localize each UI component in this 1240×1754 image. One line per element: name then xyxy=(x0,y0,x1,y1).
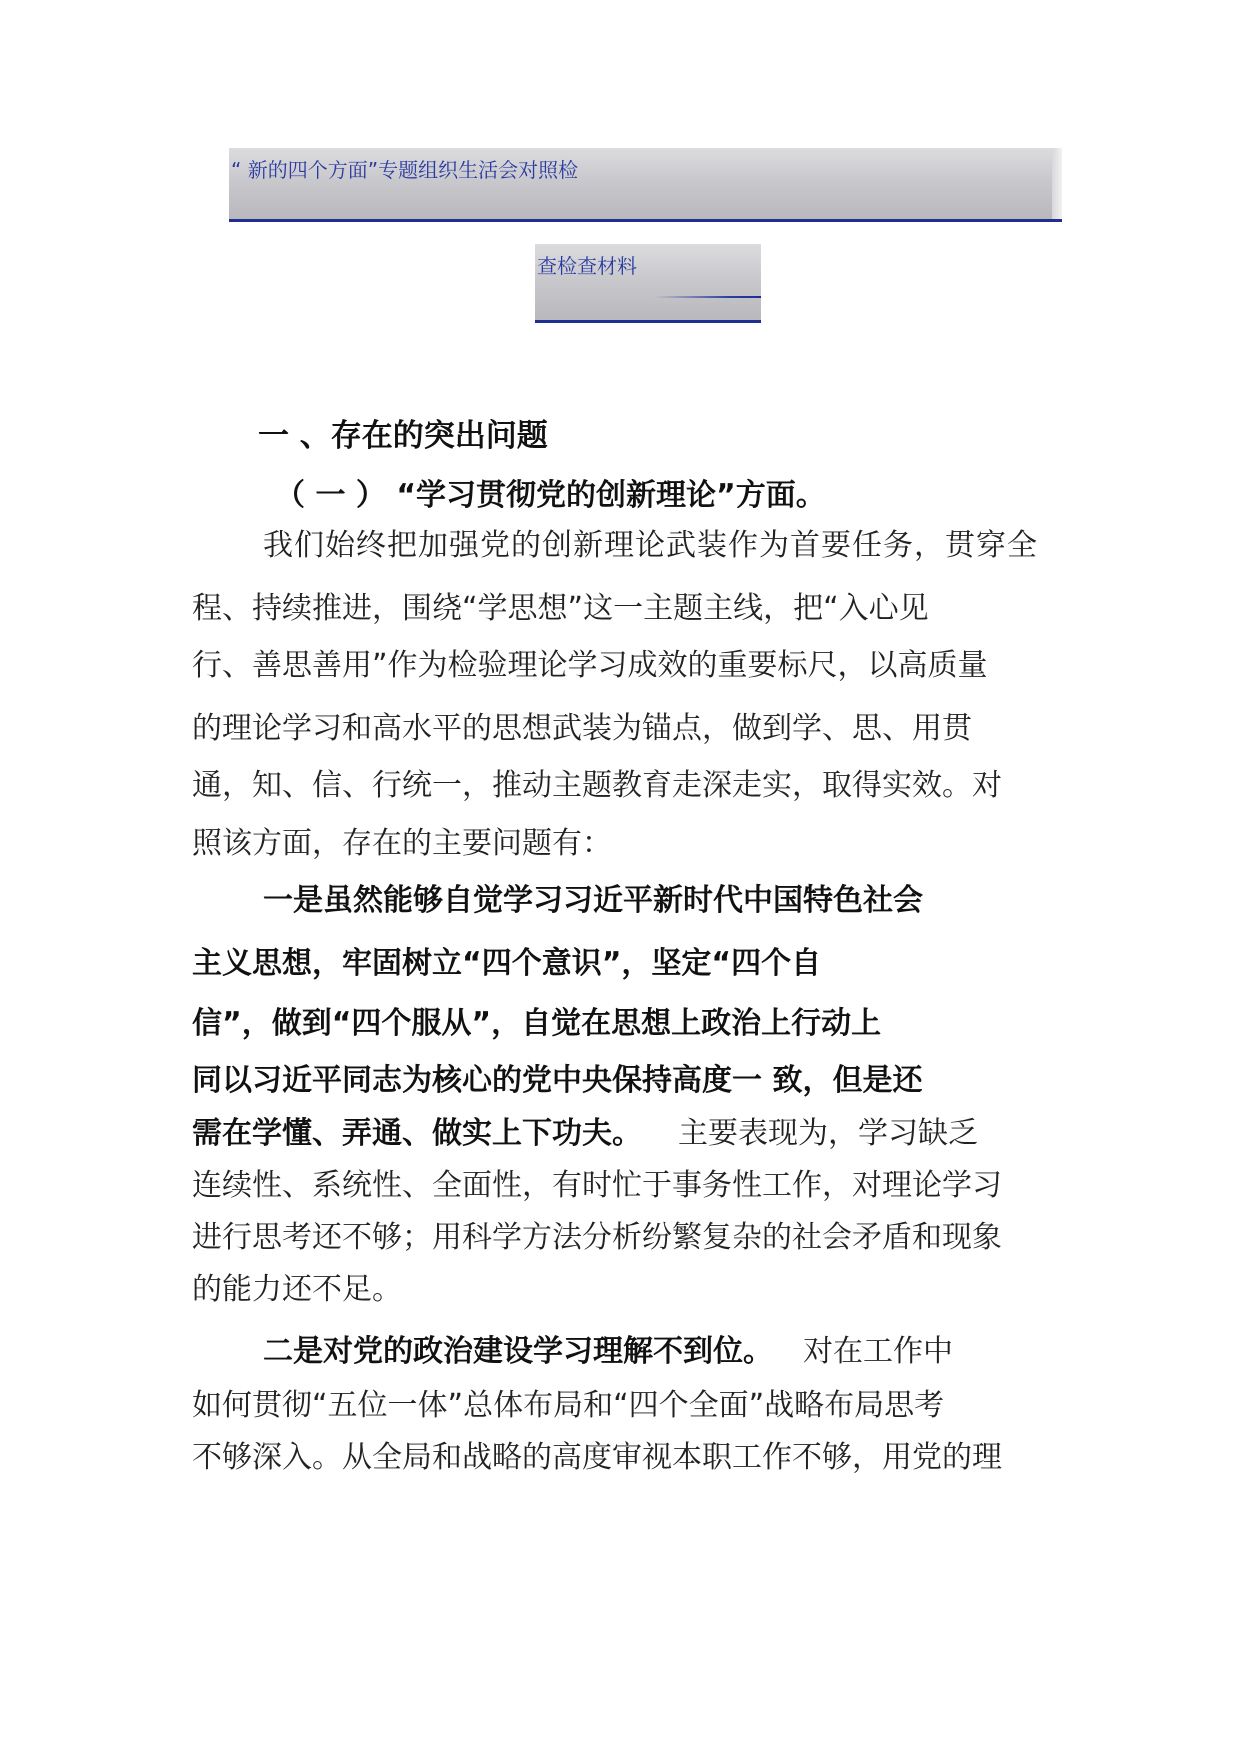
banner-streak xyxy=(655,296,761,298)
para1-line: 程、持续推进，围绕“学思想”这一主题主线，把“入心见 xyxy=(192,591,929,626)
point1-bold-line: 主义思想，牢固树立“四个意识”，坚定“四个自 xyxy=(192,946,822,981)
point2-mixed-line xyxy=(263,1326,953,1370)
point2-tail: 对在工作中 xyxy=(803,1334,953,1369)
point2-line: 如何贯彻“五位一体”总体布局和“四个全面”战略布局思考 xyxy=(192,1388,945,1423)
title-banner-top xyxy=(229,148,1062,222)
point2-line: 不够深入。从全局和战略的高度审视本职工作不够，用党的理 xyxy=(192,1440,1002,1475)
para1-line: 通，知、信、行统一，推动主题教育走深走实，取得实效。对 xyxy=(192,768,1002,803)
title-banner-bottom xyxy=(535,244,761,323)
para1-line: 照该方面，存在的主要问题有： xyxy=(192,826,612,861)
para1-line: 我们始终把加强党的创新理论武装作为首要任务，贯穿全 xyxy=(263,528,1038,563)
point1-mixed-line xyxy=(192,1108,978,1152)
section-heading: 一 、存在的突出问题 xyxy=(258,418,548,454)
point1-bold-line: 一是虽然能够自觉学习习近平新时代中国特色社会 xyxy=(263,883,923,918)
point1-line: 进行思考还不够；用科学方法分析纷繁复杂的社会矛盾和现象 xyxy=(192,1220,1002,1255)
point1-bold-end: 需在学懂、弄通、做实上下功夫。 xyxy=(192,1116,642,1151)
point1-line: 的能力还不足。 xyxy=(192,1272,402,1307)
point2-bold: 二是对党的政治建设学习理解不到位。 xyxy=(263,1334,773,1369)
point1-bold-line: 信”，做到“四个服从”，自觉在思想上政治上行动上 xyxy=(192,1006,882,1041)
banner-sheen xyxy=(1052,148,1062,219)
point1-bold-line: 同以习近平同志为核心的党中央保持高度一 致，但是还 xyxy=(192,1063,923,1098)
subsection-heading: （ 一 ） “学习贯彻党的创新理论”方面。 xyxy=(275,478,826,513)
para1-line: 的理论学习和高水平的思想武装为锚点，做到学、思、用贯 xyxy=(192,711,972,746)
point1-line: 连续性、系统性、全面性，有时忙于事务性工作，对理论学习 xyxy=(192,1168,1002,1203)
title-line-2: 查检查材料 xyxy=(537,254,637,278)
point1-tail: 主要表现为，学习缺乏 xyxy=(678,1116,978,1151)
title-line-1: “ 新的四个方面”专题组织生活会对照检 xyxy=(231,158,579,182)
para1-line: 行、善思善用”作为检验理论学习成效的重要标尺，以高质量 xyxy=(192,648,988,683)
